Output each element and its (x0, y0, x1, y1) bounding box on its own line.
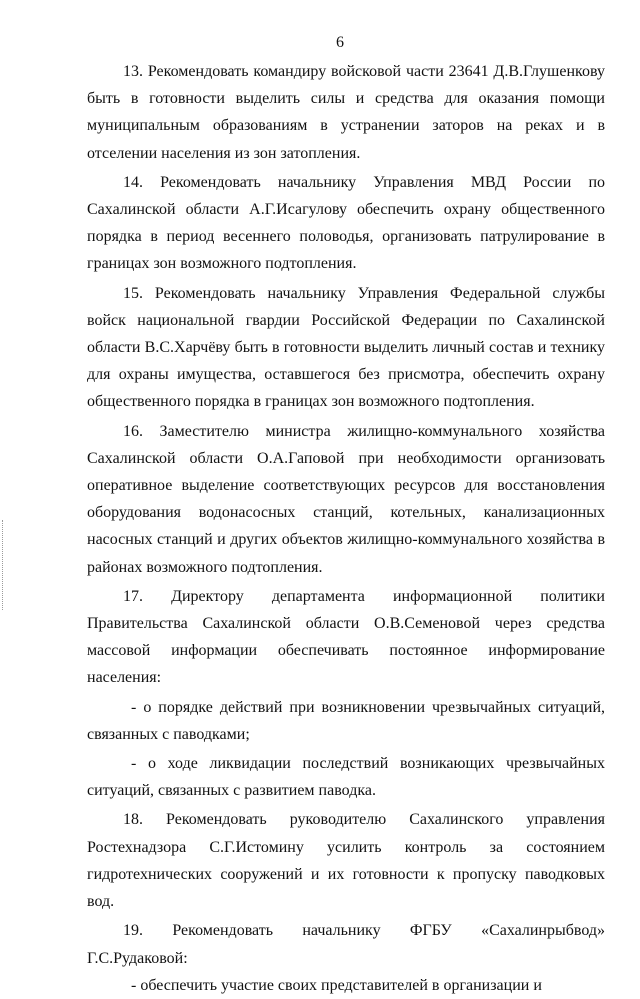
paragraph-18: 18. Рекомендовать руководителю Сахалинского управления Ростехнадзора С.Г.Истомину усилить контроль за состоянием гидротехнических сооружений и их готовности к пропуску паводковых вод. (87, 811, 605, 911)
paragraph-13: 13. Рекомендовать командиру войсковой части 23641 Д.В.Глушенкову быть в готовности выделить силы и средства для оказания помощи муниципальным образованиям в устранении заторов на реках и в отселении населения из зон затопления. (87, 63, 605, 162)
list-item-dash-3: - обеспечить участие своих представителей в организации и (131, 976, 542, 994)
list-item-dash-1: - о порядке действий при возникновении чрезвычайных ситуаций, связанных с паводками; (87, 698, 605, 743)
paragraph-17: 17. Директору департамента информационной политики Правительства Сахалинской области О.В.Семеновой через средства массовой информации обеспечивать постоянное информирование населения: (87, 587, 605, 687)
list-item-dash-2: - о ходе ликвидации последствий возникающих чрезвычайных ситуаций, связанных с развитием паводка. (87, 755, 605, 800)
paragraph-15: 15. Рекомендовать начальнику Управления Федеральной службы войск национальной гвардии Российской Федерации по Сахалинской области В.С.Харчёву быть в готовности выделить личный состав и технику для охраны имущества, оставшегося без присмотра, обеспечить охрану общественного порядка в границах зон возможного подтопления. (87, 284, 605, 411)
paragraph-16: 16. Заместителю министра жилищно-коммунального хозяйства Сахалинской области О.А.Гаповой при необходимости организовать оперативное выделение соответствующих ресурсов для восстановления оборудования водонасосных станций, котельных, канализационных насосных станций и других объектов жилищно-коммунального хозяйства в районах возможного подтопления. (87, 422, 605, 576)
scan-margin-mark (2, 520, 4, 610)
paragraph-14: 14. Рекомендовать начальнику Управления МВД России по Сахалинской области А.Г.Исагулову обеспечить охрану общественного порядка в период весеннего половодья, организовать патрулирование в границах зон возможного подтопления. (87, 173, 605, 273)
document-body (87, 58, 605, 999)
page-number: 6 (336, 34, 344, 51)
paragraph-19: 19. Рекомендовать начальнику ФГБУ «Сахалинрыбвод» Г.С.Рудаковой: (87, 922, 605, 967)
